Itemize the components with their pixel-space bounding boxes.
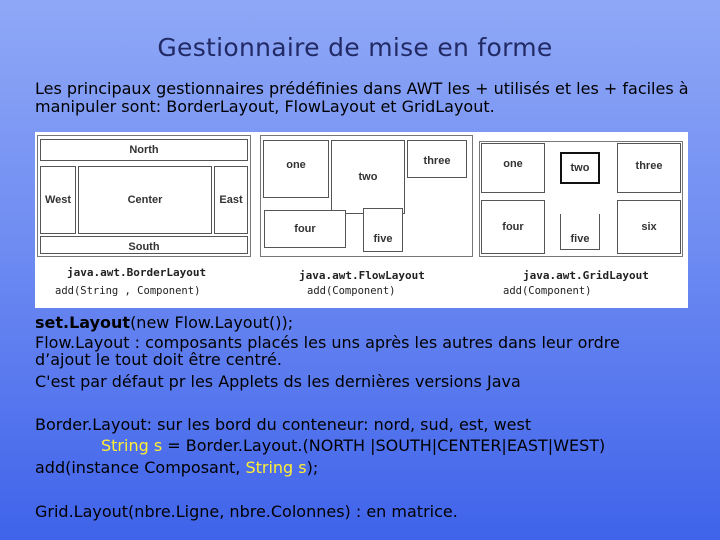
- setlayout-args: (new Flow.Layout());: [130, 313, 294, 332]
- intro-text: Les principaux gestionnaires prédéfinies dans AWT les + utilisés et les + faciles à manipuler sont: BorderLayout, FlowLayout et GridLayout.: [35, 79, 689, 116]
- slide-title: Gestionnaire de mise en forme: [157, 33, 553, 62]
- flow-desc-line2: d’ajout le tout doit être centré.: [35, 350, 282, 369]
- string-assign: = Border.Layout.(NORTH |SOUTH|CENTER|EAST|WEST): [162, 436, 606, 455]
- border-north: North: [40, 139, 248, 161]
- grid-desc: Grid.Layout(nbre.Ligne, nbre.Colonnes) : en matrice.: [35, 502, 458, 521]
- flow-caption: java.awt.FlowLayout: [299, 269, 425, 282]
- layout-figure: [35, 132, 688, 308]
- flow-desc-line1: Flow.Layout : composants placés les uns après les autres dans leur ordre: [35, 333, 620, 352]
- grid-layout-panel: [479, 141, 683, 257]
- flow-layout-panel: [260, 135, 473, 257]
- border-south: South: [40, 236, 248, 254]
- border-center: Center: [78, 166, 212, 234]
- grid-six: six: [617, 200, 681, 254]
- string-keyword: String s: [101, 436, 163, 455]
- grid-five: five: [560, 214, 600, 250]
- string-line: [35, 436, 605, 456]
- grid-two: two: [560, 152, 600, 184]
- setlayout-keyword: set.Layout: [35, 313, 131, 332]
- setlayout-line: [35, 313, 293, 333]
- border-desc: Border.Layout: sur les bord du conteneur: nord, sud, est, west: [35, 415, 532, 434]
- border-caption: java.awt.BorderLayout: [67, 266, 207, 279]
- grid-one: one: [481, 143, 545, 193]
- flow-method: add(Component): [307, 285, 396, 297]
- add-prefix: add(instance Composant,: [35, 458, 246, 477]
- border-east: East: [214, 166, 248, 234]
- flow-four: four: [264, 210, 346, 248]
- add-suffix: );: [306, 458, 319, 477]
- flow-two: two: [331, 140, 405, 214]
- flow-three: three: [407, 140, 467, 178]
- add-line: [35, 458, 318, 478]
- flow-one: one: [263, 140, 329, 198]
- border-method: add(String , Component): [55, 285, 201, 297]
- border-west: West: [40, 166, 76, 234]
- add-keyword: String s: [245, 458, 307, 477]
- grid-four: four: [481, 200, 545, 254]
- flow-five: five: [363, 208, 403, 252]
- border-layout-panel: [37, 135, 251, 257]
- grid-caption: java.awt.GridLayout: [523, 269, 649, 282]
- grid-method: add(Component): [503, 285, 592, 297]
- grid-three: three: [617, 143, 681, 193]
- default-note: C'est par défaut pr les Applets ds les dernières versions Java: [35, 372, 521, 391]
